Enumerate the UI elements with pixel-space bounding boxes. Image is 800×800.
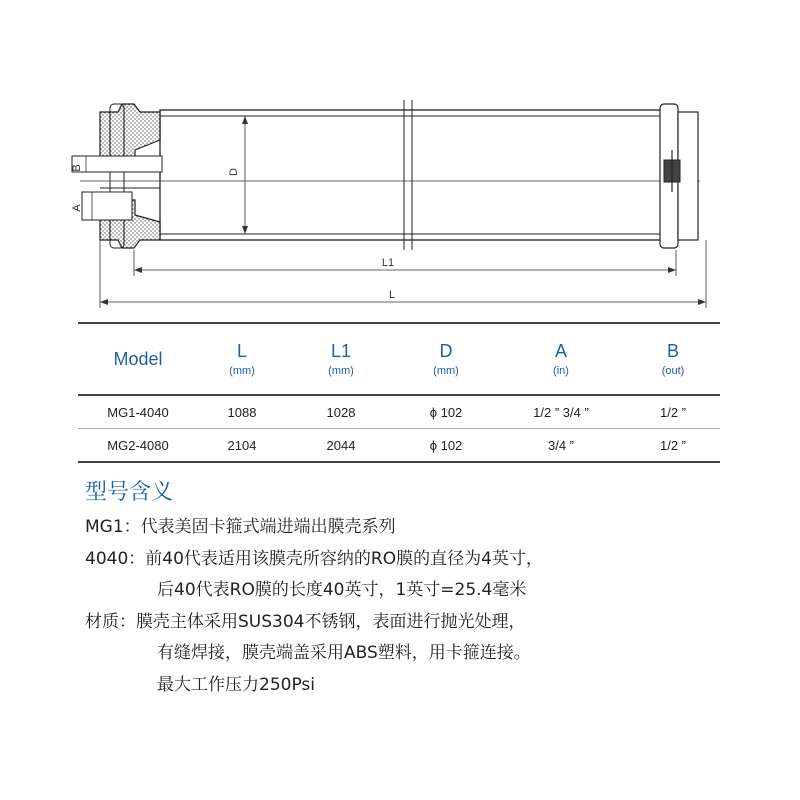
cell-d: ϕ 102 bbox=[396, 429, 496, 463]
cell-l: 1088 bbox=[198, 395, 286, 429]
model-notes bbox=[85, 478, 725, 701]
cell-model: MG2-4080 bbox=[78, 429, 198, 463]
label-l: L bbox=[388, 289, 396, 301]
cell-b: 1/2 ” bbox=[626, 395, 720, 429]
spec-table-header bbox=[78, 323, 720, 395]
cell-model: MG1-4040 bbox=[78, 395, 198, 429]
cell-l1: 2044 bbox=[286, 429, 396, 463]
label-b: B bbox=[71, 164, 83, 172]
header-model: Model bbox=[78, 323, 198, 395]
feed-port-a bbox=[82, 192, 132, 220]
note-line-mg1: MG1：代表美固卡箍式端进端出膜壳系列 bbox=[85, 517, 396, 537]
cell-b: 1/2 ” bbox=[626, 429, 720, 463]
label-d: D bbox=[228, 168, 240, 176]
header-d: D (mm) bbox=[396, 323, 496, 395]
notes-title: 型号含义 bbox=[85, 480, 174, 505]
note-line-pressure: 最大工作压力250Psi bbox=[157, 674, 315, 695]
header-b: B (out) bbox=[626, 323, 720, 395]
cell-a: 3/4 ” bbox=[496, 429, 626, 463]
header-l: L (mm) bbox=[198, 323, 286, 395]
cell-l1: 1028 bbox=[286, 395, 396, 429]
note-line-material: 材质：膜壳主体采用SUS304不锈钢，表面进行抛光处理， bbox=[85, 611, 526, 632]
cell-d: ϕ 102 bbox=[396, 395, 496, 429]
note-line-material-cont: 有缝焊接，膜壳端盖采用ABS塑料，用卡箍连接。 bbox=[157, 643, 531, 663]
note-line-4040: 4040：前40代表适用该膜壳所容纳的RO膜的直径为4英寸， bbox=[85, 548, 543, 569]
cell-a: 1/2 ” 3/4 ” bbox=[496, 395, 626, 429]
cell-l: 2104 bbox=[198, 429, 286, 463]
spec-table bbox=[78, 322, 720, 463]
membrane-housing-drawing bbox=[0, 0, 800, 320]
label-a: A bbox=[71, 204, 83, 212]
permeate-port-b bbox=[72, 156, 162, 172]
note-line-4040-cont: 后40代表RO膜的长度40英寸，1英寸=25.4毫米 bbox=[157, 580, 527, 600]
table-row bbox=[78, 395, 720, 429]
header-l1: L1 (mm) bbox=[286, 323, 396, 395]
header-a: A (in) bbox=[496, 323, 626, 395]
table-row bbox=[78, 429, 720, 463]
label-l1: L1 bbox=[381, 257, 395, 269]
